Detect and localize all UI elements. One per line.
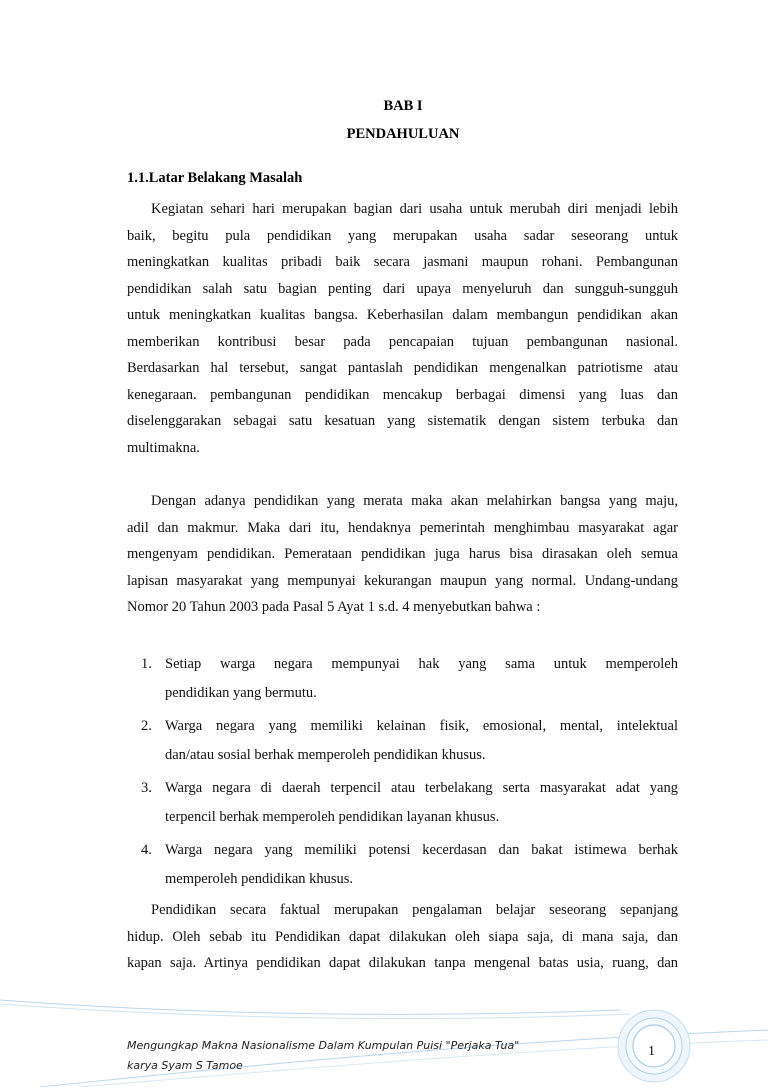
paragraph-3 [127,897,678,977]
footer-title: Mengungkap Makna Nasionalisme Dalam Kumpulan Puisi "Perjaka Tua" [127,1039,520,1052]
paragraph-1 [127,196,678,461]
list-item-line: Setiap warga negara mempunyai hak yang sama untuk memperoleh [165,656,678,672]
list-item-number: 4. [141,842,152,858]
paragraph-line: Kegiatan sehari hari merupakan bagian dari usaha untuk merubah diri menjadi lebih [151,201,678,217]
paragraph-line: baik, begitu pula pendidikan yang merupakan usaha sadar seseorang untuk [127,227,678,244]
list-item [127,712,678,770]
paragraph-line: lapisan masyarakat yang mempunyai kekurangan maupun yang normal. Undang-undang [127,572,678,589]
article-list [127,650,678,894]
page-footer [127,1036,519,1076]
list-item-line: Warga negara di daerah terpencil atau terbelakang serta masyarakat adat yang [165,780,678,796]
list-item-number: 3. [141,780,152,796]
paragraph-line: diselenggarakan sebagai satu kesatuan yang sistematik dengan sistem terbuka dan [127,413,678,429]
list-item-line: Warga negara yang memiliki kelainan fisik, emosional, mental, intelektual [165,718,678,734]
paragraph-line: pendidikan salah satu bagian penting dari upaya menyeluruh dan sungguh-sungguh [127,280,678,297]
list-item [127,774,678,832]
list-item-number: 2. [141,718,152,734]
paragraph-line: memberikan kontribusi besar pada pencapaian tujuan pembangunan nasional. [127,333,678,350]
chapter-title: PENDAHULUAN [346,126,460,142]
section-title: 1.1.Latar Belakang Masalah [127,170,303,186]
paragraph-2 [127,488,678,621]
paragraph-line: Pendidikan secara faktual merupakan pengalaman belajar seseorang sepanjang [151,902,678,918]
list-item-line: terpencil berhak memperoleh pendidikan layanan khusus. [165,809,500,825]
paragraph-line: adil dan makmur. Maka dari itu, hendaknya pemerintah menghimbau masyarakat agar [127,519,678,536]
list-item-line: dan/atau sosial berhak memperoleh pendidikan khusus. [165,747,486,763]
list-item-number: 1. [141,656,152,672]
list-item-line: Warga negara yang memiliki potensi kecerdasan dan bakat istimewa berhak [165,842,678,858]
paragraph-line: meningkatkan kualitas pribadi baik secara jasmani maupun rohani. Pembangunan [127,254,678,270]
list-item [127,836,678,894]
footer-author: karya Syam S Tamoe [127,1059,243,1072]
list-item [127,650,678,708]
paragraph-line: mengenyam pendidikan. Pemerataan pendidikan juga harus bisa dirasakan oleh semua [127,546,678,562]
paragraph-line: multimakna. [127,439,200,456]
paragraph-line: Dengan adanya pendidikan yang merata maka akan melahirkan bangsa yang maju, [151,493,678,509]
list-item-line: memperoleh pendidikan khusus. [165,871,354,887]
paragraph-line: kenegaraan. pembangunan pendidikan mencakup berbagai dimensi yang luas dan [127,386,678,403]
paragraph-line: Nomor 20 Tahun 2003 pada Pasal 5 Ayat 1 s.d. 4 menyebutkan bahwa : [127,599,541,615]
chapter-number: BAB I [383,98,423,114]
paragraph-line: untuk meningkatkan kualitas bangsa. Keberhasilan dalam membangun pendidikan akan [127,307,678,323]
paragraph-line: Berdasarkan hal tersebut, sangat pantaslah pendidikan mengenalkan patriotisme atau [127,360,678,376]
paragraph-line: hidup. Oleh sebab itu Pendidikan dapat dilakukan oleh siapa saja, di mana saja, dan [127,928,678,945]
page-number: 1 [648,1044,655,1059]
chapter-heading [127,92,678,148]
paragraph-line: kapan saja. Artinya pendidikan dapat dilakukan tanpa mengenal batas usia, ruang, dan [127,955,678,971]
list-item-line: pendidikan yang bermutu. [165,685,317,701]
